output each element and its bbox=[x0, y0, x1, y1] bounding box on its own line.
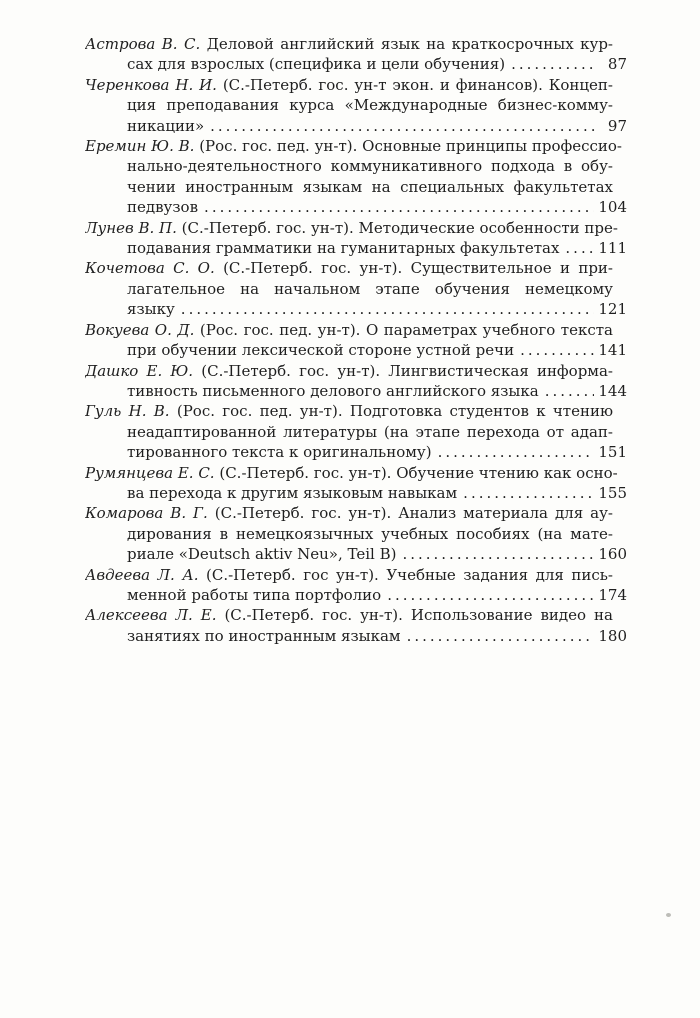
page-number: 87 bbox=[607, 55, 627, 74]
toc-entry bbox=[85, 605, 627, 646]
entry-last-line bbox=[85, 299, 627, 319]
dot-leader bbox=[565, 238, 594, 258]
entry-first-line bbox=[85, 605, 627, 625]
entry-title-fragment: (Рос. гос. пед. ун-т). Подготовка студентов к чтению bbox=[176, 402, 613, 421]
entry-last-line bbox=[85, 544, 627, 564]
entry-title-fragment: (Рос. гос. пед. ун-т). О параметрах учебного текста bbox=[199, 320, 613, 339]
entry-last-line bbox=[85, 54, 627, 74]
entry-first-line bbox=[85, 463, 627, 483]
entry-title-fragment: (С.-Петерб. гос. ун-т). Методические особенности пре- bbox=[181, 218, 618, 237]
toc-entry bbox=[85, 401, 627, 462]
entry-last-line bbox=[85, 442, 627, 462]
toc-entry bbox=[85, 503, 627, 564]
entry-title-fragment: языку bbox=[127, 300, 175, 319]
toc-entry bbox=[85, 75, 627, 136]
entry-last-line bbox=[85, 116, 627, 136]
toc-entry bbox=[85, 34, 627, 75]
toc-list bbox=[85, 34, 627, 646]
dot-leader bbox=[407, 626, 595, 646]
entry-last-line bbox=[85, 381, 627, 401]
entry-continuation-line: дирования в немецкоязычных учебных пособиях (на мате- bbox=[127, 524, 613, 543]
page-number: 160 bbox=[598, 545, 627, 564]
entry-continuation-line: чении иностранным языкам на специальных факультетах bbox=[127, 177, 613, 196]
entry-author: Румянцева Е. С. bbox=[85, 463, 215, 482]
entry-author: Лунев В. П. bbox=[85, 218, 177, 237]
page-number: 97 bbox=[607, 116, 627, 135]
entry-title-fragment: занятиях по иностранным языкам bbox=[127, 626, 401, 645]
page-number: 111 bbox=[598, 239, 627, 258]
dot-leader bbox=[463, 483, 594, 503]
entry-author: Авдеева Л. А. bbox=[85, 565, 199, 584]
entry-first-line bbox=[85, 361, 627, 381]
entry-last-line bbox=[85, 483, 627, 503]
entry-author: Гуль Н. В. bbox=[85, 402, 170, 421]
entry-continuation-line: лагательное на начальном этапе обучения немецкому bbox=[127, 279, 613, 298]
toc-entry bbox=[85, 320, 627, 361]
entry-first-line bbox=[85, 503, 627, 523]
toc-entry bbox=[85, 361, 627, 402]
entry-title-fragment: (С.-Петерб. гос. ун-т). Анализ материала для ау- bbox=[214, 504, 613, 523]
entry-title-fragment: подавания грамматики на гуманитарных факультетах bbox=[127, 239, 560, 258]
entry-last-line bbox=[85, 585, 627, 605]
entry-first-line bbox=[85, 136, 627, 156]
dot-leader bbox=[402, 544, 594, 564]
entry-title-fragment: (С.-Петерб. гос. ун-т экон. и финансов). Концеп- bbox=[222, 75, 613, 94]
entry-last-line bbox=[85, 238, 627, 258]
entry-first-line bbox=[85, 75, 627, 95]
entry-author: Еремин Ю. В. bbox=[85, 137, 195, 156]
page-number: 121 bbox=[598, 300, 627, 319]
entry-first-line bbox=[85, 565, 627, 585]
entry-title-fragment: сах для взрослых (специфика и цели обучения) bbox=[127, 55, 506, 74]
dot-leader bbox=[520, 340, 594, 360]
entry-continuation-line: неадаптированной литературы (на этапе перехода от адап- bbox=[127, 422, 613, 441]
entry-last-line bbox=[85, 340, 627, 360]
page-number: 141 bbox=[598, 341, 627, 360]
entry-title-fragment: (С.-Петерб. гос. ун-т). Существительное и при- bbox=[223, 259, 613, 278]
entry-title-fragment: (С.-Петерб. гос. ун-т). Лингвистическая информа- bbox=[201, 361, 613, 380]
page-number: 144 bbox=[598, 381, 627, 400]
entry-title-fragment: никации» bbox=[127, 116, 205, 135]
page-number: 174 bbox=[598, 585, 627, 604]
entry-first-line bbox=[85, 218, 627, 238]
entry-author: Алексеева Л. Е. bbox=[85, 606, 217, 625]
entry-author: Черенкова Н. И. bbox=[85, 75, 217, 94]
dot-leader bbox=[204, 197, 594, 217]
entry-title-fragment: тированного текста к оригинальному) bbox=[127, 443, 432, 462]
entry-author: Дашко Е. Ю. bbox=[85, 361, 194, 380]
dot-leader bbox=[545, 381, 595, 401]
entry-title-fragment: менной работы типа портфолио bbox=[127, 585, 382, 604]
entry-title-fragment: педвузов bbox=[127, 198, 199, 217]
entry-first-line bbox=[85, 401, 627, 421]
dot-leader bbox=[511, 54, 597, 74]
page-number: 104 bbox=[598, 198, 627, 217]
dot-leader bbox=[387, 585, 594, 605]
entry-title-fragment: (С.-Петерб. гос. ун-т). Обучение чтению как осно- bbox=[219, 463, 618, 482]
toc-entry bbox=[85, 136, 627, 218]
entry-author: Вокуева О. Д. bbox=[85, 320, 195, 339]
entry-title-fragment: Деловой английский язык на краткосрочных кур- bbox=[206, 35, 613, 53]
page-number: 151 bbox=[598, 443, 627, 462]
entry-title-fragment: (С.-Петерб. гос ун-т). Учебные задания для пись- bbox=[205, 565, 613, 584]
entry-last-line bbox=[85, 197, 627, 217]
dot-leader bbox=[210, 116, 597, 136]
entry-author: Астрова В. С. bbox=[85, 35, 201, 53]
entry-title-fragment: тивность письменного делового английского языка bbox=[127, 381, 539, 400]
entry-title-fragment: при обучении лексической стороне устной речи bbox=[127, 341, 515, 360]
entry-first-line bbox=[85, 258, 627, 278]
toc-entry bbox=[85, 218, 627, 259]
dot-leader bbox=[181, 299, 595, 319]
entry-continuation-line: нально-деятельностного коммуникативного подхода в обу- bbox=[127, 157, 613, 176]
entry-first-line bbox=[85, 320, 627, 340]
page-number: 155 bbox=[598, 483, 627, 502]
entry-title-fragment: ва перехода к другим языковым навыкам bbox=[127, 483, 458, 502]
entry-title-fragment: (С.-Петерб. гос. ун-т). Использование видео на bbox=[224, 606, 613, 625]
entry-title-fragment: риале «Deutsch aktiv Neu», Teil B) bbox=[127, 545, 397, 564]
entry-last-line bbox=[85, 626, 627, 646]
dot-leader bbox=[438, 442, 595, 462]
page-number: 180 bbox=[598, 626, 627, 645]
entry-continuation-line: ция преподавания курса «Международные бизнес-комму- bbox=[127, 96, 613, 115]
toc-entry bbox=[85, 565, 627, 606]
scan-speck bbox=[666, 913, 671, 917]
entry-first-line bbox=[85, 34, 627, 54]
toc-entry bbox=[85, 463, 627, 504]
entry-title-fragment: (Рос. гос. пед. ун-т). Основные принципы профессио- bbox=[199, 137, 622, 156]
toc-entry bbox=[85, 258, 627, 319]
entry-author: Комарова В. Г. bbox=[85, 504, 208, 523]
entry-author: Кочетова С. О. bbox=[85, 259, 215, 278]
